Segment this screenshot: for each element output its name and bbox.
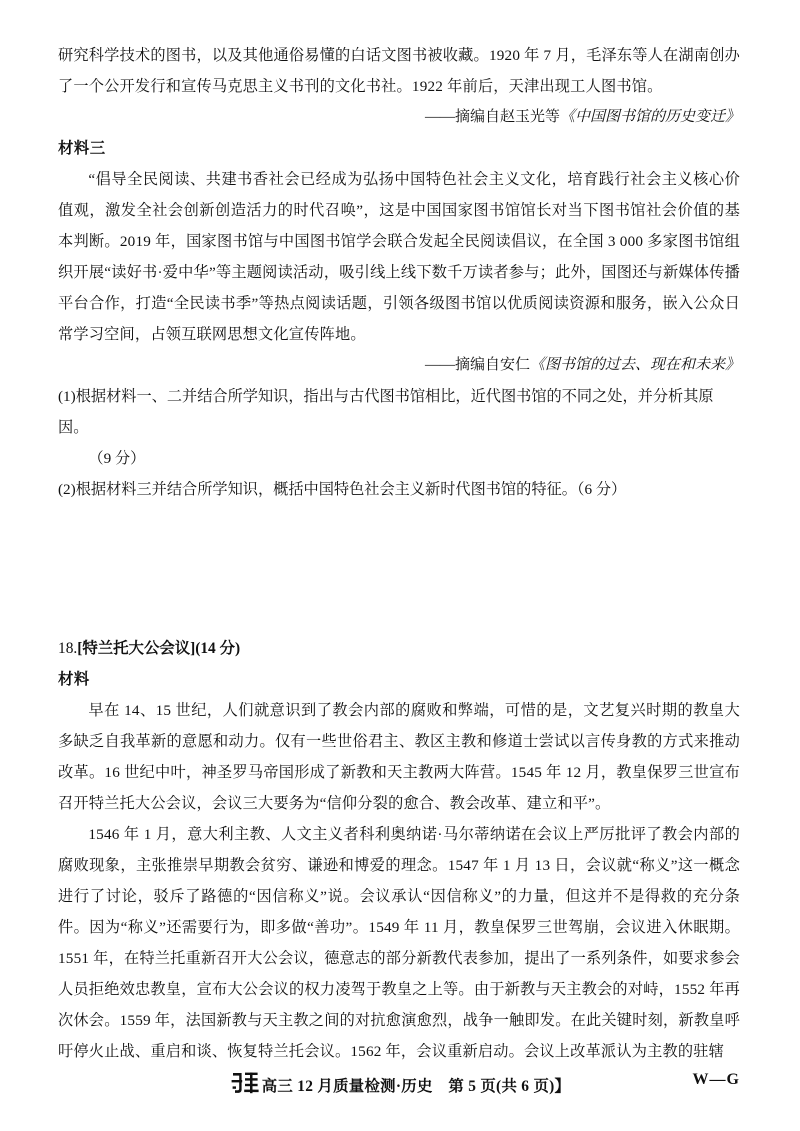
page-footer (0, 1071, 800, 1105)
source-prefix: ——摘编自安仁 (424, 357, 530, 373)
publisher-logo-wrap (230, 1071, 260, 1097)
question-1-score: （9 分） (88, 450, 146, 467)
paragraph-material-three: “倡导全民阅读、共建书香社会已经成为弘扬中国特色社会主义文化，培育践行社会主义核心价值观，激发全社会创新创造活力的时代召唤”，这是中国国家图书馆馆长对当下图书馆社会价值的基本判断。2019 年，国家图书馆与中国图书馆学会联合发起全民阅读倡议，在全国 3 000 多家图书馆组织开展“读好书·爱中华”等主题阅读活动，吸引线上线下数千万读者参与；此外，国图还与新媒体传播平台合作，打造“全民读书季”等热点阅读话题，引领各级图书馆以优质阅读资源和服务，嵌入公众日常学习空间，占领互联网思想文化宣传阵地。 (58, 171, 740, 343)
source-material-two (58, 102, 740, 133)
question-1: (1)根据材料一、二并结合所学知识，指出与古代图书馆相比，近代图书馆的不同之处，并分析其原因。 (58, 388, 714, 436)
question-18-number: 18. (58, 640, 78, 657)
question-18-title: [特兰托大公会议](14 分) (77, 640, 241, 657)
paragraph-material-two-tail: 研究科学技术的图书，以及其他通俗易懂的白话文图书被收藏。1920 年 7 月，毛泽东等人在湖南创办了一个公开发行和宣传马克思主义书刊的文化书社。1922 年前后，天津出现工人图书馆。 (58, 47, 740, 95)
question-18-heading (58, 633, 740, 664)
footer-title: 高三 12 月质量检测·历史 第 5 页(共 6 页)】 (261, 1078, 571, 1095)
footer-center-text (0, 1071, 800, 1097)
jiuzhen-logo-icon (230, 1071, 260, 1097)
paragraph-18-two: 1546 年 1 月，意大利主教、人文主义者科利奥纳诺·马尔蒂纳诺在会议上严厉批评了教会内部的腐败现象，主张推崇早期教会贫穷、谦逊和博爱的理念。1547 年 1 月 13 日，会议就“称义”这一概念进行了讨论，驳斥了路德的“因信称义”说。会议承认“因信称义”的力量，但这并不是得救的充分条件。因为“称义”还需要行为，即多做“善功”。1549 年 11 月，教皇保罗三世驾崩，会议进入休眠期。1551 年，在特兰托重新召开大公会议，德意志的部分新教代表参加，提出了一系列条件，如要求参会人员拒绝效忠教皇，宣布大公会议的权力凌驾于教皇之上等。由于新教与天主教会的对峙，1552 年再次休会。1559 年，法国新教与天主教之间的对抗愈演愈烈，战争一触即发。在此关键时刻，新教皇呼吁停火止战、重启和谈、恢复特兰托会议。1562 年，会议重新启动。会议上改革派认为主教的驻辖 (58, 826, 740, 1060)
footer-paper-code: W—G (692, 1071, 740, 1088)
paragraph-18-one: 早在 14、15 世纪，人们就意识到了教会内部的腐败和弊端，可惜的是，文艺复兴时期的教皇大多缺乏自我革新的意愿和动力。仅有一些世俗君主、教区主教和修道士尝试以言传身教的方式来推动改革。16 世纪中叶，神圣罗马帝国形成了新教和天主教两大阵营。1545 年 12 月，教皇保罗三世宣布召开特兰托大公会议，会议三大要务为“信仰分裂的愈合、教会改革、建立和平”。 (58, 702, 740, 812)
source-material-three (58, 350, 740, 381)
source-book-title: 《图书馆的过去、现在和未来》 (529, 357, 740, 373)
heading-material: 材料 (58, 671, 90, 688)
question-2: (2)根据材料三并结合所学知识，概括中国特色社会主义新时代图书馆的特征。（6 分） (58, 481, 627, 498)
source-prefix: ——摘编自赵玉光等 (424, 109, 560, 125)
answer-space-gap (58, 505, 740, 633)
source-book-title: 《中国图书馆的历史变迁》 (559, 109, 740, 125)
heading-material-three: 材料三 (58, 140, 106, 157)
